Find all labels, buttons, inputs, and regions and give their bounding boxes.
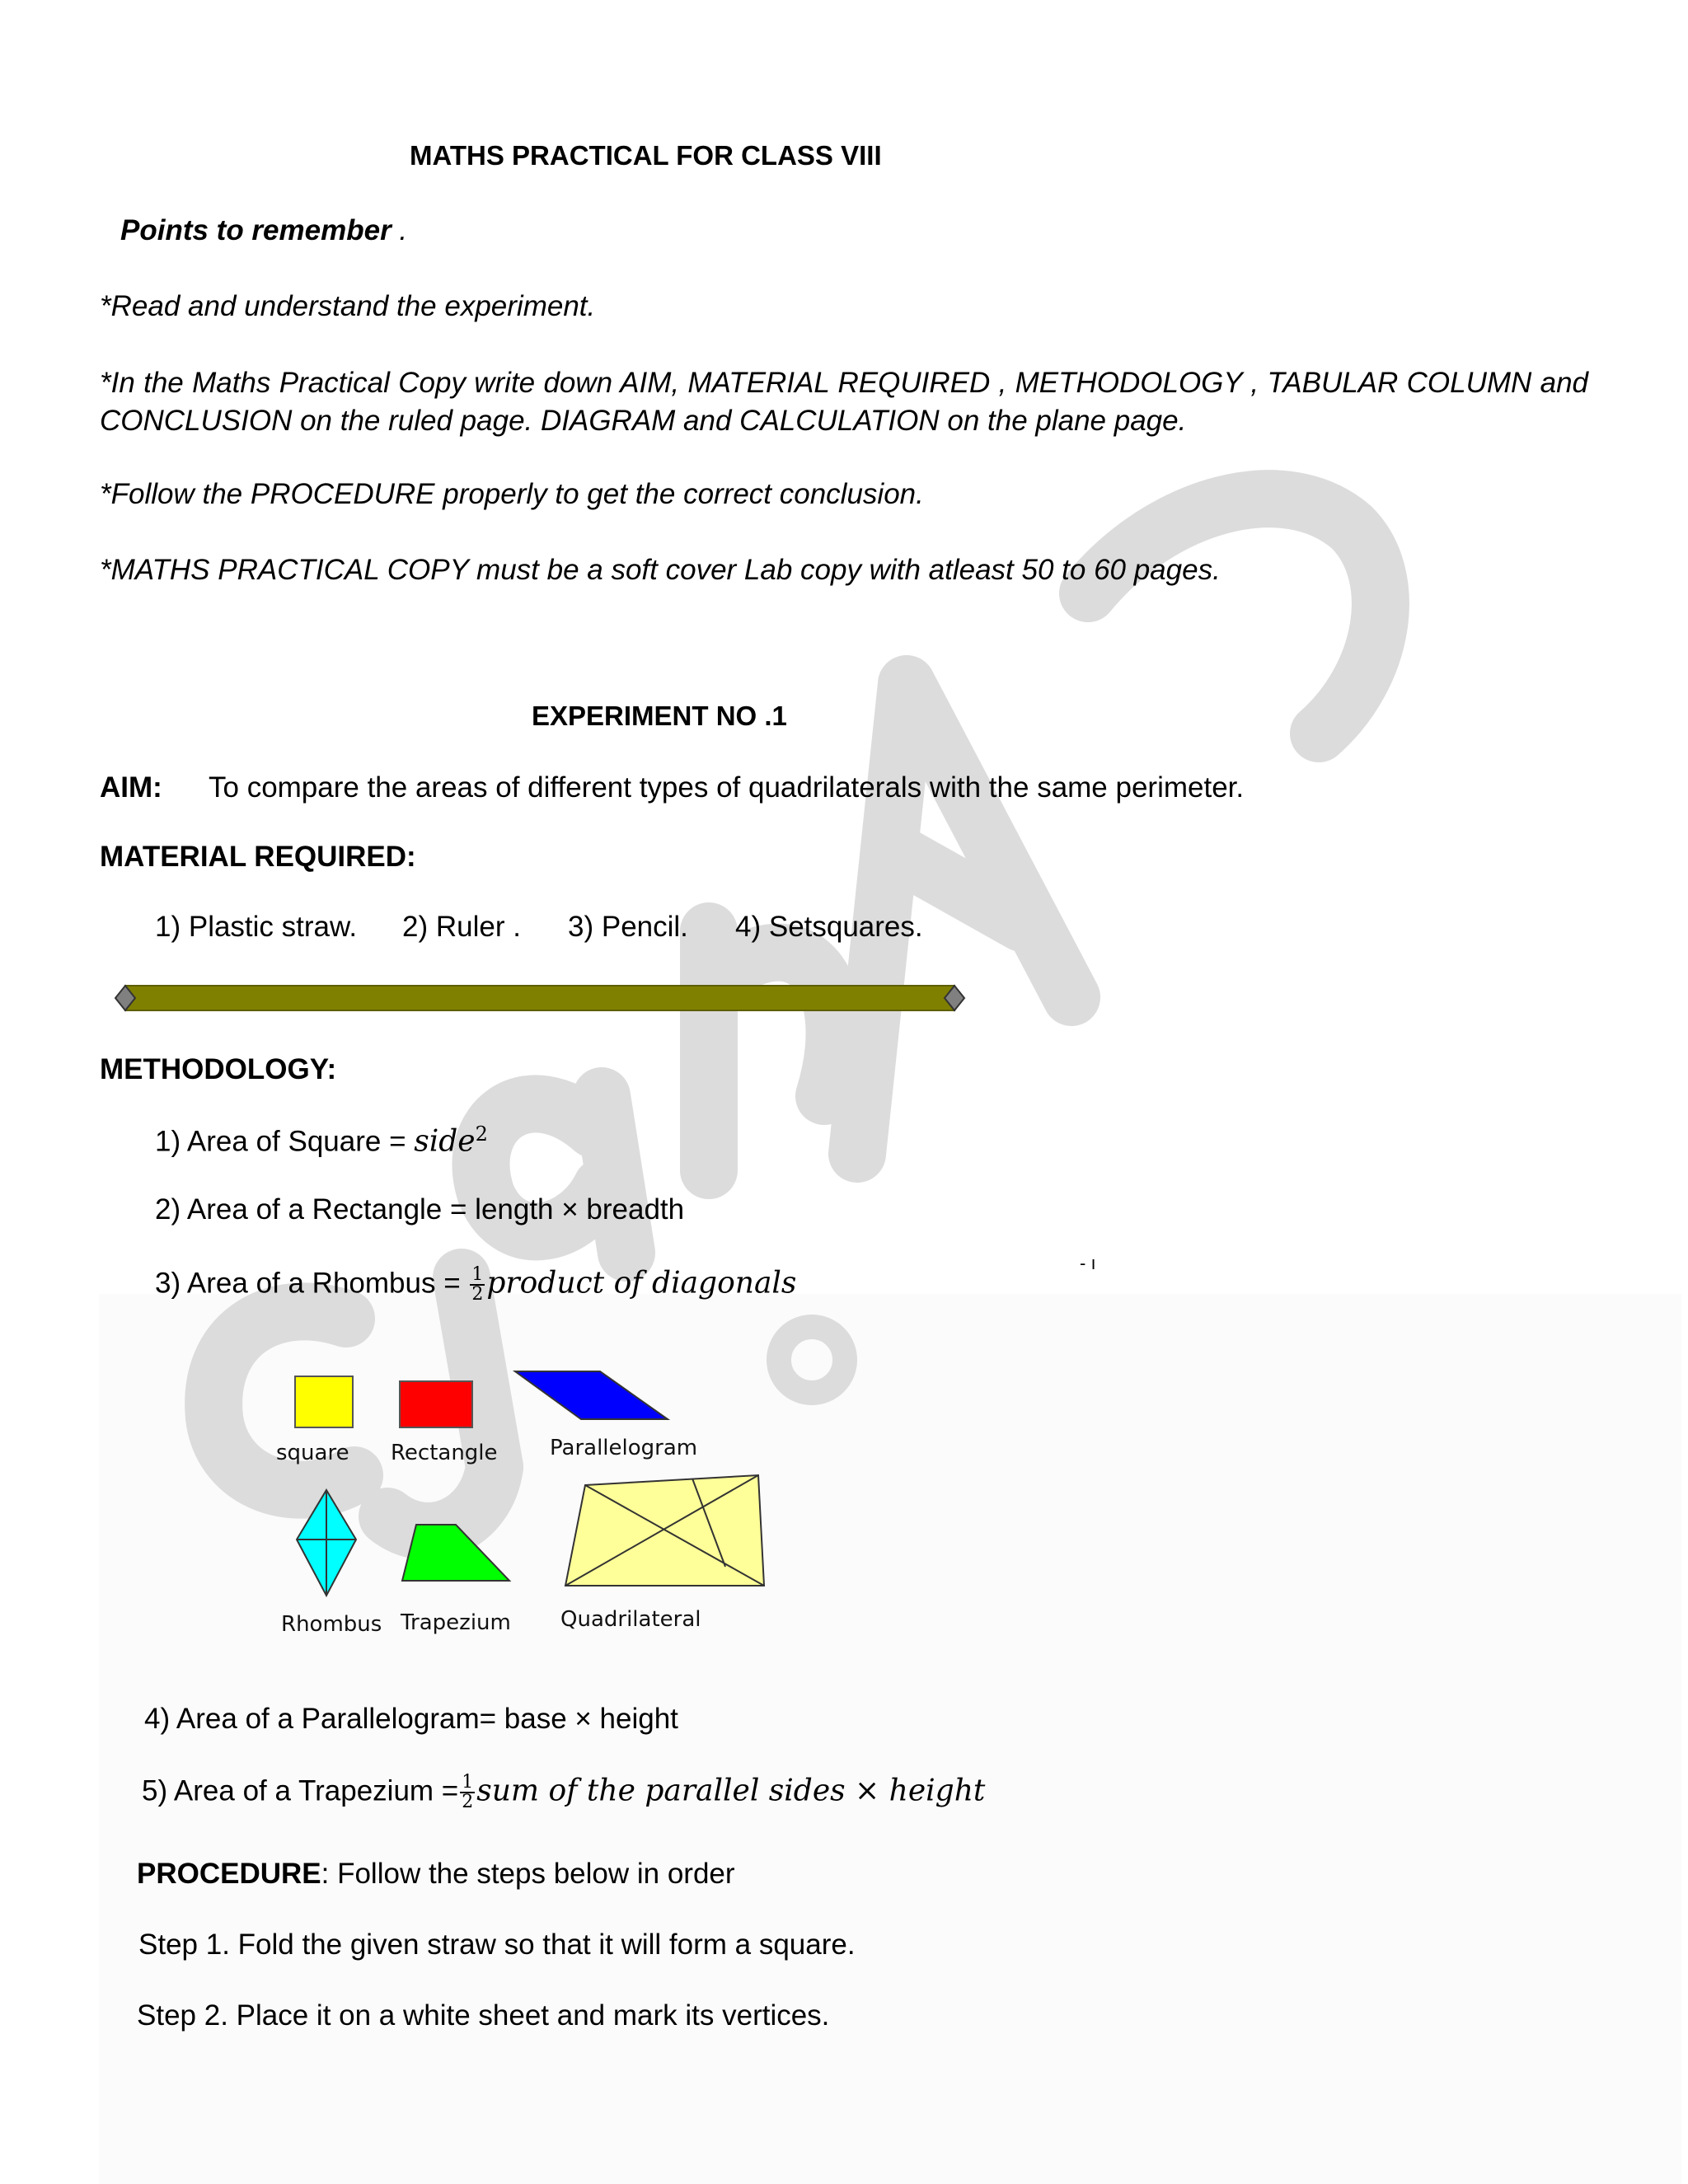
material-item-2: 2) Ruler . (402, 911, 521, 943)
stray-mark: - ı (1080, 1253, 1096, 1273)
shape-label-square: square (276, 1441, 349, 1465)
formula-square-exponent: 2 (475, 1122, 488, 1146)
points-heading (120, 214, 407, 247)
points-heading-text: Points to remember (120, 214, 392, 246)
formula-square-math: side (414, 1124, 476, 1159)
points-heading-suffix: . (391, 214, 408, 246)
procedure-line (137, 1858, 735, 1891)
formula-rhombus-denominator: 2 (471, 1284, 484, 1305)
formula-rhombus (155, 1266, 796, 1304)
formula-trapezium-math: sum of the parallel sides × height (476, 1774, 986, 1808)
page-title: MATHS PRACTICAL FOR CLASS VIII (410, 140, 882, 171)
material-item-3: 3) Pencil. (568, 911, 688, 943)
formula-trapezium-label: 5) Area of a Trapezium = (142, 1774, 459, 1807)
formula-rhombus-fraction (470, 1266, 485, 1304)
point-2: *In the Maths Practical Copy write down AIM, MATERIAL REQUIRED , METHODOLOGY , TABULAR COLUMN and CONCLUSION on the ruled page. DIAGRAM and CALCULATION on the plane page. (100, 367, 1588, 437)
formula-trapezium-fraction (460, 1774, 475, 1811)
methodology-heading: METHODOLOGY: (100, 1053, 337, 1085)
point-4: *MATHS PRACTICAL COPY must be a soft cover Lab copy with atleast 50 to 60 pages. (100, 554, 1221, 586)
point-3: *Follow the PROCEDURE properly to get the correct conclusion. (100, 478, 924, 510)
shape-label-rectangle: Rectangle (391, 1441, 498, 1465)
straw-body (125, 986, 954, 1010)
trapezium-shape (402, 1525, 509, 1581)
formula-rhombus-math: product of diagonals (486, 1266, 797, 1301)
formula-rhombus-label: 3) Area of a Rhombus = (155, 1267, 469, 1300)
formula-trapezium-numerator: 1 (462, 1772, 474, 1793)
shape-label-rhombus: Rhombus (281, 1612, 382, 1637)
procedure-text: : Follow the steps below in order (321, 1858, 735, 1890)
experiment-heading: EXPERIMENT NO .1 (532, 701, 787, 731)
procedure-step-2: Step 2. Place it on a white sheet and mark its vertices. (137, 1999, 830, 2032)
formula-rhombus-numerator: 1 (471, 1264, 484, 1285)
material-heading: MATERIAL REQUIRED: (100, 841, 416, 873)
formula-trapezium-denominator: 2 (462, 1792, 474, 1812)
shape-label-quadrilateral: Quadrilateral (560, 1607, 701, 1632)
formula-parallelogram: 4) Area of a Parallelogram= base × height (144, 1703, 678, 1735)
material-item-4: 4) Setsquares. (735, 911, 923, 943)
shape-label-trapezium: Trapezium (401, 1610, 511, 1635)
aim-label: AIM: (100, 771, 162, 804)
point-1: *Read and understand the experiment. (100, 290, 596, 322)
shape-label-parallelogram: Parallelogram (550, 1436, 698, 1460)
shapes-diagram (264, 1360, 791, 1632)
formula-square (155, 1122, 488, 1159)
square-shape (295, 1376, 353, 1427)
aim-text: To compare the areas of different types of quadrilaterals with the same perimeter. (209, 771, 1245, 804)
formula-square-label: 1) Area of Square = (155, 1125, 415, 1158)
procedure-label: PROCEDURE (137, 1858, 321, 1890)
straw-illustration (107, 977, 973, 1019)
rectangle-shape (400, 1381, 472, 1427)
formula-trapezium (142, 1774, 985, 1811)
material-item-1: 1) Plastic straw. (155, 911, 358, 943)
parallelogram-shape (515, 1371, 668, 1419)
procedure-step-1: Step 1. Fold the given straw so that it will form a square. (138, 1929, 856, 1961)
formula-rectangle: 2) Area of a Rectangle = length × breadth (155, 1193, 685, 1226)
